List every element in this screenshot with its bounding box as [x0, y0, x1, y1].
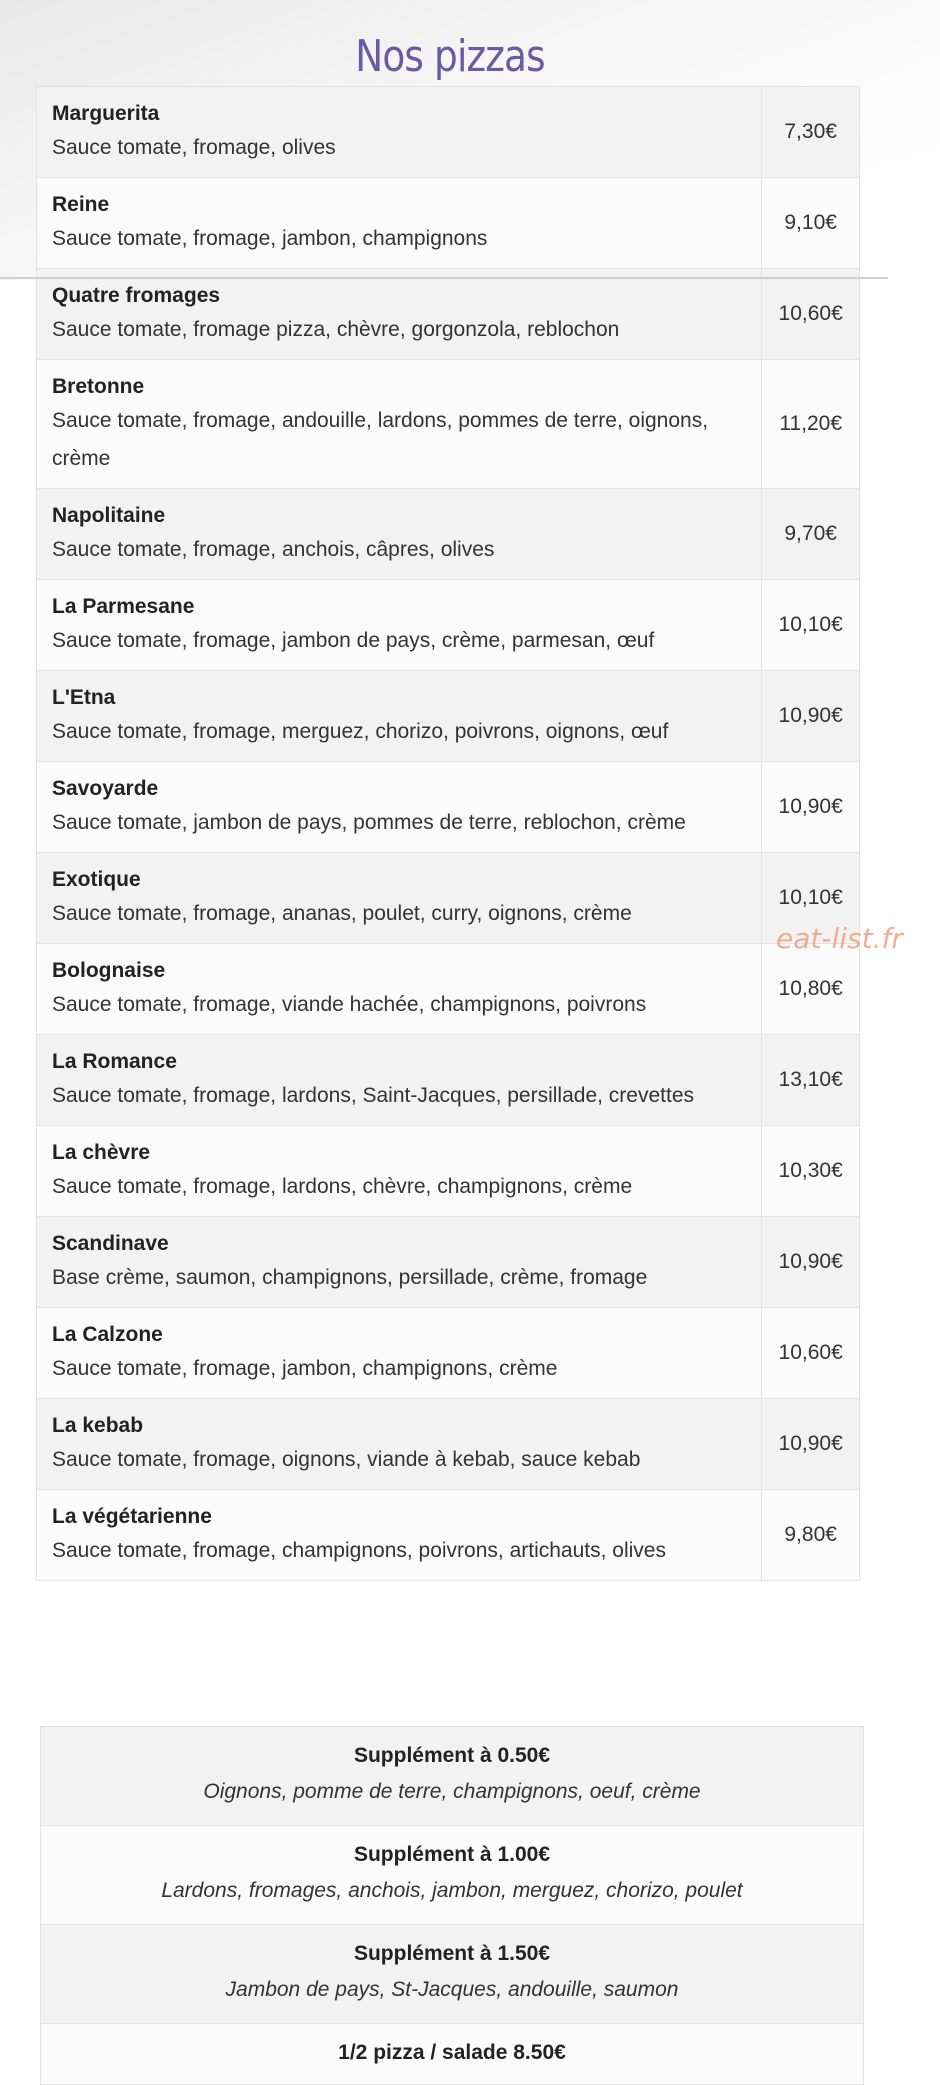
pizza-row	[37, 944, 860, 1035]
pizza-ingredients: Sauce tomate, fromage, viande hachée, champignons, poivrons	[52, 993, 647, 1016]
supplement-items: Jambon de pays, St-Jacques, andouille, saumon	[225, 1978, 679, 2001]
supplements-table	[40, 1726, 864, 2085]
pizza-name-cell	[37, 269, 762, 360]
pizza-price: 10,80€	[762, 944, 860, 1035]
pizza-row	[37, 1399, 860, 1490]
pizza-ingredients: Sauce tomate, fromage, jambon de pays, crème, parmesan, œuf	[52, 629, 655, 652]
pizza-price: 10,30€	[762, 1126, 860, 1217]
pizza-ingredients: Sauce tomate, fromage, oignons, viande à kebab, sauce kebab	[52, 1448, 641, 1471]
page-title: Nos pizzas	[355, 31, 545, 83]
pizza-name: La végétarienne	[52, 1505, 212, 1528]
pizza-name: Napolitaine	[52, 504, 166, 527]
pizza-row	[37, 1126, 860, 1217]
pizza-price: 9,70€	[762, 489, 860, 580]
supplement-title: Supplément à 1.50€	[353, 1942, 551, 1965]
pizza-name-cell	[37, 1308, 762, 1399]
pizza-name: Bretonne	[52, 375, 145, 398]
pizza-row	[37, 1217, 860, 1308]
pizza-name-cell	[37, 671, 762, 762]
pizza-ingredients: Sauce tomate, fromage, ananas, poulet, curry, oignons, crème	[52, 902, 632, 925]
pizza-price: 10,90€	[762, 671, 860, 762]
pizza-name: Bolognaise	[52, 959, 166, 982]
supplement-cell	[41, 2024, 864, 2085]
supplement-cell	[41, 1727, 864, 1826]
pizza-row	[37, 1308, 860, 1399]
pizza-row	[37, 489, 860, 580]
scan-seam-line	[0, 277, 888, 279]
pizza-price: 10,90€	[762, 1217, 860, 1308]
pizza-price: 10,10€	[762, 853, 860, 944]
supplement-items: Lardons, fromages, anchois, jambon, merguez, chorizo, poulet	[161, 1879, 743, 1902]
supplement-row	[41, 1925, 864, 2024]
pizza-row	[37, 853, 860, 944]
pizza-price: 9,10€	[762, 178, 860, 269]
pizza-ingredients: Sauce tomate, jambon de pays, pommes de terre, reblochon, crème	[52, 811, 686, 834]
pizza-name-cell	[37, 944, 762, 1035]
pizza-ingredients: Sauce tomate, fromage, jambon, champignons, crème	[52, 1357, 558, 1380]
supplement-row	[41, 1727, 864, 1826]
pizza-name: Exotique	[52, 868, 141, 891]
pizza-name-cell	[37, 1035, 762, 1126]
pizza-ingredients: Sauce tomate, fromage, olives	[52, 136, 336, 159]
pizza-name: Savoyarde	[52, 777, 159, 800]
pizza-row	[37, 1035, 860, 1126]
pizza-name-cell	[37, 580, 762, 671]
pizza-row	[37, 360, 860, 489]
pizza-name: Quatre fromages	[52, 284, 221, 307]
pizza-price: 7,30€	[762, 87, 860, 178]
pizza-row	[37, 762, 860, 853]
supplement-cell	[41, 1925, 864, 2024]
supplement-items: Oignons, pomme de terre, champignons, oeuf, crème	[203, 1780, 701, 1803]
pizza-name-cell	[37, 853, 762, 944]
pizza-name-cell	[37, 1126, 762, 1217]
pizza-name-cell	[37, 489, 762, 580]
supplement-title: 1/2 pizza / salade 8.50€	[338, 2041, 566, 2064]
pizza-name: La chèvre	[52, 1141, 151, 1164]
pizza-name: Marguerita	[52, 102, 160, 125]
pizza-price: 10,60€	[762, 1308, 860, 1399]
pizza-row	[37, 178, 860, 269]
pizza-name-cell	[37, 762, 762, 853]
pizza-row	[37, 269, 860, 360]
supplement-title: Supplément à 0.50€	[353, 1744, 551, 1767]
pizza-price: 10,10€	[762, 580, 860, 671]
pizza-ingredients: Sauce tomate, fromage, lardons, Saint-Jacques, persillade, crevettes	[52, 1084, 694, 1107]
pizza-price: 11,20€	[762, 360, 860, 489]
pizza-name-cell	[37, 360, 762, 489]
pizza-price: 9,80€	[762, 1490, 860, 1581]
supplement-cell	[41, 1826, 864, 1925]
pizza-name-cell	[37, 1490, 762, 1581]
pizza-row	[37, 87, 860, 178]
pizza-price: 13,10€	[762, 1035, 860, 1126]
supplement-row	[41, 2024, 864, 2085]
pizza-ingredients: Sauce tomate, fromage, jambon, champignons	[52, 227, 488, 250]
pizza-ingredients: Sauce tomate, fromage, lardons, chèvre, champignons, crème	[52, 1175, 633, 1198]
pizza-name: La Romance	[52, 1050, 177, 1073]
pizza-price: 10,90€	[762, 762, 860, 853]
pizza-name: La Calzone	[52, 1323, 163, 1346]
pizza-name-cell	[37, 178, 762, 269]
pizza-row	[37, 580, 860, 671]
pizza-ingredients: Base crème, saumon, champignons, persillade, crème, fromage	[52, 1266, 648, 1289]
watermark: eat-list.fr	[776, 922, 903, 955]
pizza-name: Scandinave	[52, 1232, 169, 1255]
pizza-row	[37, 1490, 860, 1581]
pizza-menu-table	[36, 86, 860, 1581]
supplement-row	[41, 1826, 864, 1925]
pizza-price: 10,60€	[762, 269, 860, 360]
supplement-title: Supplément à 1.00€	[353, 1843, 551, 1866]
pizza-ingredients: Sauce tomate, fromage pizza, chèvre, gorgonzola, reblochon	[52, 318, 620, 341]
pizza-name: L'Etna	[52, 686, 116, 709]
pizza-name: La kebab	[52, 1414, 144, 1437]
pizza-name-cell	[37, 87, 762, 178]
pizza-name: Reine	[52, 193, 110, 216]
pizza-price: 10,90€	[762, 1399, 860, 1490]
pizza-ingredients: Sauce tomate, fromage, champignons, poivrons, artichauts, olives	[52, 1539, 666, 1562]
pizza-ingredients: Sauce tomate, fromage, merguez, chorizo, poivrons, oignons, œuf	[52, 720, 669, 743]
pizza-ingredients: Sauce tomate, fromage, andouille, lardons, pommes de terre, oignons, crème	[52, 409, 709, 470]
pizza-row	[37, 671, 860, 762]
pizza-name-cell	[37, 1399, 762, 1490]
pizza-name-cell	[37, 1217, 762, 1308]
pizza-ingredients: Sauce tomate, fromage, anchois, câpres, olives	[52, 538, 495, 561]
pizza-name: La Parmesane	[52, 595, 195, 618]
